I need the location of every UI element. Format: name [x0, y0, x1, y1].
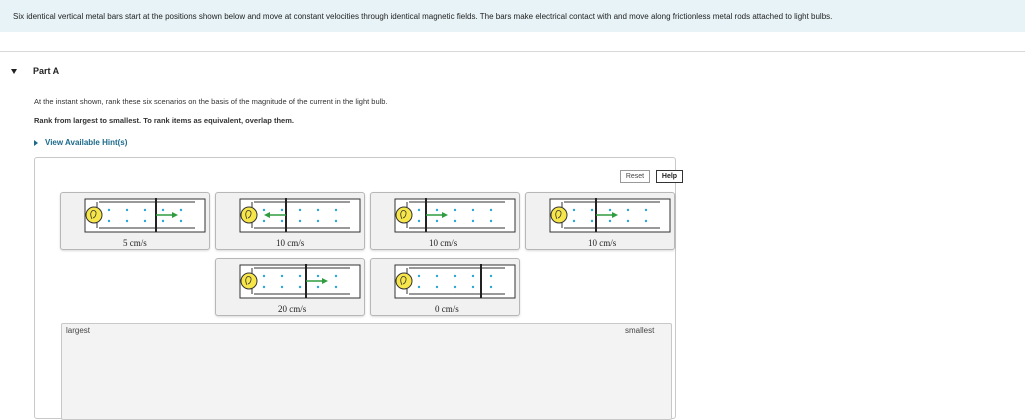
field-dot	[454, 286, 456, 288]
light-bulb-icon	[241, 207, 257, 223]
field-dot	[472, 209, 474, 211]
light-bulb-icon	[396, 273, 412, 289]
field-dot	[627, 220, 629, 222]
speed-label: 10 cm/s	[588, 238, 617, 248]
field-dot	[436, 209, 438, 211]
light-bulb-icon	[396, 207, 412, 223]
field-dot	[591, 220, 593, 222]
field-dot	[126, 209, 128, 211]
scenario-card[interactable]	[525, 192, 675, 250]
field-dot	[299, 275, 301, 277]
field-dot	[573, 209, 575, 211]
field-dot	[418, 286, 420, 288]
field-dot	[591, 209, 593, 211]
intro-text: Six identical vertical metal bars start at the positions shown below and move at constant velocities through identical magnetic fields. The bars make electrical contact with and move along frictionless metal rods attached to light bulbs.	[13, 12, 833, 21]
field-dot	[436, 220, 438, 222]
light-bulb-icon	[86, 207, 102, 223]
field-dot	[180, 220, 182, 222]
field-dot	[126, 220, 128, 222]
circuit-background	[395, 199, 515, 232]
ranking-drop-zone[interactable]	[61, 323, 672, 420]
field-dot	[162, 209, 164, 211]
field-dot	[317, 275, 319, 277]
scenario-card[interactable]	[215, 258, 365, 316]
field-dot	[436, 275, 438, 277]
field-dot	[317, 286, 319, 288]
hint-link-label[interactable]: View Available Hint(s)	[45, 138, 128, 147]
ranking-instruction: Rank from largest to smallest. To rank items as equivalent, overlap them.	[34, 116, 294, 125]
field-dot	[490, 275, 492, 277]
field-dot	[281, 286, 283, 288]
intro-banner	[0, 0, 1025, 32]
section-divider	[0, 51, 1025, 52]
field-dot	[645, 220, 647, 222]
field-dot	[418, 209, 420, 211]
view-hints-link[interactable]	[34, 138, 127, 147]
field-dot	[335, 220, 337, 222]
help-button[interactable]: Help	[656, 170, 683, 183]
field-dot	[627, 209, 629, 211]
circuit-background	[240, 265, 360, 298]
circuit-background	[395, 265, 515, 298]
field-dot	[299, 286, 301, 288]
field-dot	[335, 209, 337, 211]
field-dot	[490, 220, 492, 222]
field-dot	[472, 220, 474, 222]
expand-triangle-icon	[34, 140, 38, 146]
field-dot	[573, 220, 575, 222]
field-dot	[418, 275, 420, 277]
field-dot	[454, 220, 456, 222]
field-dot	[335, 275, 337, 277]
speed-label: 10 cm/s	[429, 238, 458, 248]
field-dot	[263, 209, 265, 211]
reset-button[interactable]: Reset	[620, 170, 650, 183]
field-dot	[490, 286, 492, 288]
field-dot	[144, 209, 146, 211]
field-dot	[299, 220, 301, 222]
circuit-background	[240, 199, 360, 232]
circuit-background	[85, 199, 205, 232]
field-dot	[472, 286, 474, 288]
field-dot	[281, 275, 283, 277]
field-dot	[108, 220, 110, 222]
field-dot	[472, 275, 474, 277]
scenario-card[interactable]	[370, 258, 520, 316]
field-dot	[490, 209, 492, 211]
speed-label: 5 cm/s	[123, 238, 147, 248]
speed-label: 20 cm/s	[278, 304, 307, 314]
collapse-triangle-icon[interactable]	[11, 69, 17, 74]
field-dot	[454, 275, 456, 277]
scenario-card[interactable]	[60, 192, 210, 250]
speed-label: 0 cm/s	[435, 304, 459, 314]
speed-label: 10 cm/s	[276, 238, 305, 248]
largest-label: largest	[66, 326, 91, 335]
field-dot	[418, 220, 420, 222]
field-dot	[281, 209, 283, 211]
field-dot	[180, 209, 182, 211]
field-dot	[609, 220, 611, 222]
field-dot	[335, 286, 337, 288]
field-dot	[317, 220, 319, 222]
field-dot	[263, 220, 265, 222]
light-bulb-icon	[241, 273, 257, 289]
field-dot	[162, 220, 164, 222]
field-dot	[436, 286, 438, 288]
field-dot	[454, 209, 456, 211]
field-dot	[299, 209, 301, 211]
field-dot	[645, 209, 647, 211]
part-title: Part A	[33, 66, 60, 76]
part-a-header[interactable]	[11, 65, 59, 77]
scenario-card[interactable]	[370, 192, 520, 250]
field-dot	[108, 209, 110, 211]
light-bulb-icon	[551, 207, 567, 223]
field-dot	[281, 220, 283, 222]
field-dot	[317, 209, 319, 211]
field-dot	[263, 286, 265, 288]
field-dot	[263, 275, 265, 277]
smallest-label: smallest	[625, 326, 655, 335]
field-dot	[144, 220, 146, 222]
scenario-card[interactable]	[215, 192, 365, 250]
question-text: At the instant shown, rank these six scenarios on the basis of the magnitude of the current in the light bulb.	[34, 97, 388, 106]
field-dot	[609, 209, 611, 211]
